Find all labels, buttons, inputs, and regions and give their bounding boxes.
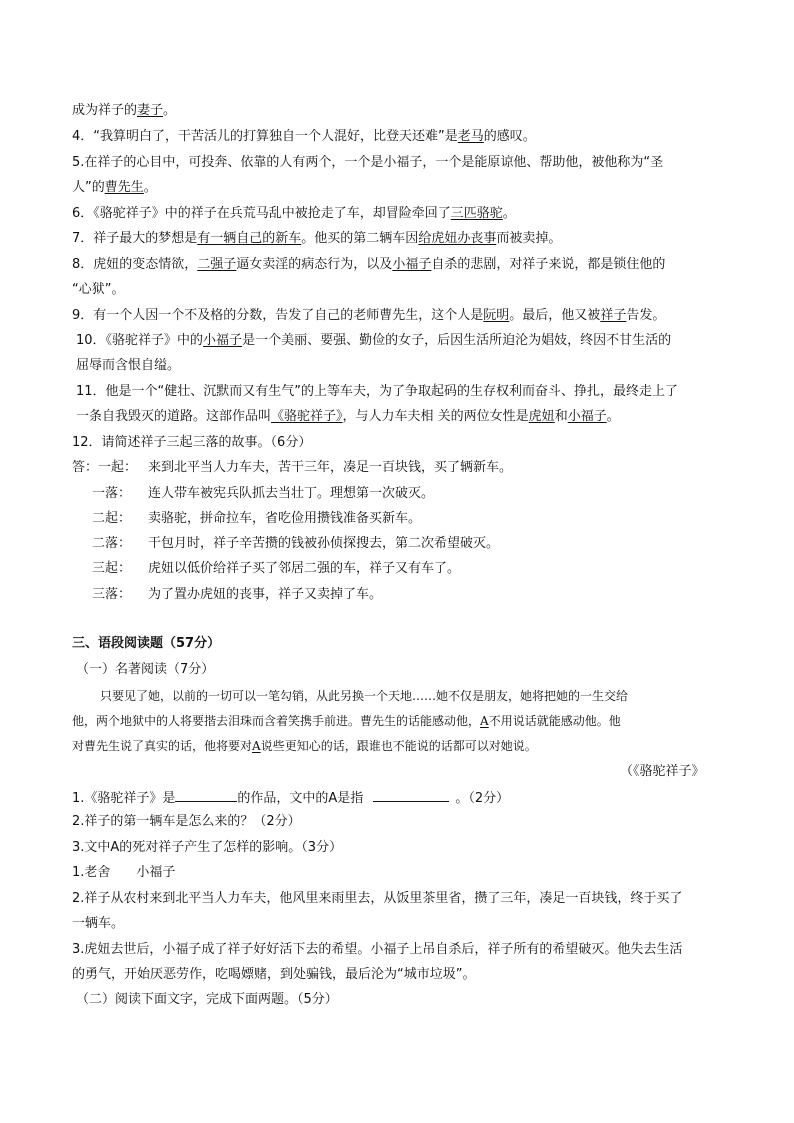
text: ，与人力车夫相 关的两位女性是 [342,409,529,424]
answer-underline: 祥子 [600,308,627,323]
text: 和 [554,409,568,424]
text: 人”的 [72,180,105,195]
answer-underline: 《骆驼祥子》 [271,409,343,424]
text: 。 [143,180,157,195]
answer-underline: 三匹骆驼 [450,206,503,221]
answer-underline: 小福子 [203,333,243,348]
text: （一）名著阅读（7分） [76,662,215,677]
text: 7．祥子最大的梦想是 [72,231,198,246]
text: 10．《骆驼祥子》中的 [76,333,204,348]
text: 说些更知心的话，跟谁也不能说的话都可以对她说。 [260,739,537,753]
text: （二）阅读下面文字，完成下面两题。（5分） [76,992,338,1007]
text: 。最后，他又被 [509,308,601,323]
text: 是一个美丽、要强、勤俭的女子，后因生活所迫沦为娼妓，终因不甘生活的 [242,333,672,348]
part1-q1 [72,789,722,807]
text: 屈辱而含恨自缢。 [76,358,181,373]
part1-q3 [72,840,722,856]
text: 的感叹。 [483,129,536,144]
part1-answer-3 [72,942,722,958]
part1-answer-2-cont [72,916,722,932]
text: 。 [163,103,177,118]
q11-line-1 [76,384,726,400]
answer-underline: 小福子 [392,257,432,272]
text: 。 [502,206,516,221]
part1-answer-3-cont [72,967,722,983]
part1-q2 [72,814,722,830]
answer-tag: 二落： [92,536,132,551]
passage-line [100,688,750,704]
text: 对曹先生说了真实的话，他将要对 [72,739,253,753]
text: 11．他是一个“健壮、沉默而又有生气”的上等车夫，为了争取起码的生存权利而奋斗、挣扎，最终走上了 [76,384,679,399]
text: 成为祥子的 [72,103,138,118]
text: “心狱”。 [72,282,125,297]
text: 3.文中A的死对祥子产生了怎样的影响。（3分） [72,840,343,855]
answer-underline: 给虎妞办丧事 [418,231,497,246]
q5-line-1 [72,155,722,171]
text: 逼女卖淫的病态行为，以及 [236,257,393,272]
text: 3.虎妞去世后，小福子成了祥子好好活下去的希望。小福子上吊自杀后，祥子所有的希望破灭。他失去生活 [72,942,683,957]
answer-text: 虎妞以低价给祥子买了邻居二强的车，祥子又有车了。 [148,561,461,576]
answer-underline: 阮明 [483,308,510,323]
q12-answer-row [92,561,742,577]
text: 的勇气，开始厌恶劳作，吃喝嫖赌，到处骗钱，最后沦为“城市垃圾”。 [72,967,476,982]
text: 1.《骆驼祥子》是 [72,791,176,806]
fill-blank[interactable] [373,789,449,802]
answer-text: 卖骆驼，拼命拉车，省吃俭用攒钱准备买新车。 [148,511,422,526]
q10-line-2 [76,358,726,374]
text: 只要见了她，以前的一切可以一笔勾销，从此另换一个天地……她不仅是朋友，她将把她的一生交给 [100,689,629,703]
text: 8．虎妞的变态情欲， [72,257,198,272]
q5-line-2 [72,180,722,196]
section-3-heading [72,636,722,652]
text: 。他买的第二辆车因 [301,231,419,246]
text: 三、语段阅读题（57分） [72,636,221,651]
text: 6．《骆驼祥子》中的祥子在兵荒马乱中被抢走了车，却冒险牵回了 [72,206,451,221]
answer-underline: 老马 [457,129,484,144]
q8-line-1 [72,257,722,273]
text: 4．“我算明白了，干苦活儿的打算独自一个人混好，比登天还难”是 [72,129,458,144]
text: 而被卖掉。 [496,231,562,246]
text: 12．请简述祥子三起三落的故事。（6分） [72,435,312,450]
text: 告发。 [626,308,666,323]
q11-line-2 [76,409,726,425]
answer-underline: A [480,714,489,728]
answer-underline: 有一辆自己的新车 [197,231,302,246]
answer-underline: 妻子 [137,103,164,118]
text: 9．有一个人因一个不及格的分数，告发了自己的老师曹先生，这个人是 [72,308,484,323]
passage-source [620,764,730,780]
passage-line [72,738,722,754]
answer-underline: 曹先生 [104,180,144,195]
text: 一条自我毁灭的道路。这部作品叫 [76,409,272,424]
q12-answer-row [92,486,742,502]
answer-underline: A [252,739,261,753]
q6-line [72,206,722,222]
text: 他，两个地狱中的人将要揩去泪珠而含着笑携手前进。曹先生的话能感动他， [72,714,481,728]
answer-tag: 一落： [92,486,132,501]
answer-tag: 答：一起： [72,460,138,475]
answer-text: 为了置办虎妞的丧事，祥子又卖掉了车。 [148,587,383,602]
q12-question [72,435,722,451]
text: 2.祥子从农村来到北平当人力车夫，他风里来雨里去，从饭里茶里省，攒了三年，凑足一百块钱，终于买了 [72,891,683,906]
answer-underline: 虎妞 [528,409,555,424]
text: 。 [606,409,620,424]
q12-answer-row [92,511,742,527]
part1-answer-2 [72,891,722,907]
q10-line-1 [76,333,726,349]
text: 5.在祥子的心目中，可投奔、依靠的人有两个，一个是小福子，一个是能原谅他、帮助他，被他称为“圣 [72,155,664,170]
answer-underline: 二强子 [197,257,237,272]
fill-blank[interactable] [175,789,237,802]
q3-line [72,103,722,119]
text: 1.老舍 小福子 [72,865,176,880]
part1-heading [76,662,726,678]
answer-text: 连人带车被宪兵队抓去当壮丁。理想第一次破灭。 [148,486,435,501]
answer-tag: 二起： [92,511,132,526]
answer-text: 干包月时，祥子辛苦攒的钱被孙侦探搜去，第二次希望破灭。 [148,536,500,551]
part2-heading [76,992,726,1008]
answer-text: 来到北平当人力车夫，苦干三年，凑足一百块钱，买了辆新车。 [148,460,513,475]
q12-answer-row [92,587,742,603]
text: 一辆车。 [72,916,125,931]
q8-line-2 [72,282,722,298]
q7-line [72,231,722,247]
text: （《骆驼祥子》 [620,764,705,779]
q9-line [72,308,722,324]
text: 不用说话就能感动他。他 [488,714,621,728]
text: 自杀的悲剧，对祥子来说，都是锁住他的 [431,257,666,272]
text: 的作品，文中的A是指 [237,791,364,806]
q4-line [72,129,722,145]
text: 2.祥子的第一辆车是怎么来的？（2分） [72,814,301,829]
part1-answer-1 [72,865,722,881]
q12-answer-row [72,460,722,476]
answer-tag: 三落： [92,587,132,602]
passage-line [72,713,722,729]
answer-tag: 三起： [92,561,132,576]
q12-answer-row [92,536,742,552]
answer-underline: 小福子 [567,409,607,424]
text: 。（2分） [455,791,510,806]
